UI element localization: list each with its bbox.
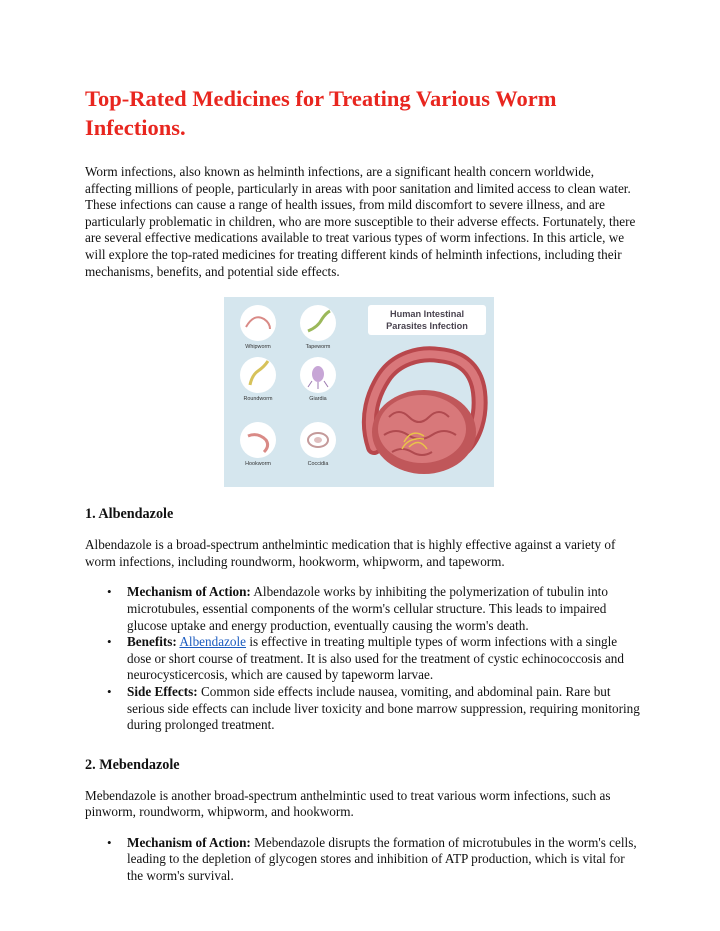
label-hookworm: Hookworm — [245, 461, 271, 468]
list-item — [127, 584, 640, 634]
intro-paragraph: Worm infections, also known as helminth infections, are a significant health concern worldwide, affecting millions of people, particularly in areas with poor sanitation and limited access to clean water. These infections can cause a range of health issues, from mild discomfort to severe illness, and are particularly problematic in children, who are more susceptible to their adverse effects. Fortunately, there are several effective medications available to treat various types of worm infections. In this article, we will explore the top-rated medicines for treating different kinds of helminth infections, including their mechanisms, benefits, and potential side effects. — [85, 164, 636, 279]
bullet-text: Mebendazole disrupts the formation of microtubules in the worm's cells, leading to the depletion of glycogen stores and inhibition of ATP production, which is vital for the worm's survival. — [127, 834, 637, 884]
label-roundworm: Roundworm — [243, 396, 273, 403]
list-item — [127, 684, 640, 734]
section-2-paragraph: Mebendazole is another broad-spectrum anthelmintic used to treat various worm infections, such as pinworm, roundworm, whipworm, and hookworm. — [85, 787, 611, 820]
roundworm-icon — [240, 357, 276, 393]
whipworm-icon — [240, 305, 276, 341]
hookworm-icon — [240, 422, 276, 458]
bullet-label: Mechanism of Action: — [127, 834, 251, 850]
article-title — [85, 84, 640, 142]
bullet-text: is effective in treating multiple types of worm infections with a single dose or short course of treatment. It is also used for the treatment of cystic echinococcosis and neurocysticercosis, which are caused by tapeworm larvae. — [127, 634, 624, 683]
section-1-heading: 1. Albendazole — [85, 506, 174, 523]
section-2-heading: 2. Mebendazole — [85, 756, 180, 773]
title-line-1: Top-Rated Medicines for Treating Various Worm — [85, 86, 557, 111]
title-line-2: Infections. — [85, 115, 186, 140]
list-item — [127, 835, 640, 885]
list-item — [127, 634, 640, 684]
section-2-list — [85, 835, 640, 885]
parasites-illustration — [224, 297, 494, 487]
tapeworm-icon — [300, 305, 336, 341]
bullet-text: Common side effects include nausea, vomiting, and abdominal pain. Rare but serious side effects can include liver toxicity and bone marrow suppression, requiring monitoring during prolonged treatment. — [127, 683, 640, 733]
label-tapeworm: Tapeworm — [305, 344, 331, 351]
bullet-label: Mechanism of Action: — [127, 584, 251, 600]
albendazole-link[interactable]: Albendazole — [179, 634, 247, 650]
bullet-label: Side Effects: — [127, 683, 198, 699]
section-1-paragraph: Albendazole is a broad-spectrum anthelmintic medication that is highly effective against a variety of worm infections, including roundworm, hookworm, whipworm, and tapeworm. — [85, 537, 616, 569]
giardia-icon — [300, 357, 336, 393]
bullet-label: Benefits: — [127, 634, 177, 650]
bullet-text: Albendazole works by inhibiting the polymerization of tubulin into microtubules, essential components of the worm's cellular structure. This leads to impaired glucose uptake and energy production, eventually causing the worm's death. — [127, 584, 608, 633]
section-1-list — [85, 584, 640, 733]
figure-title: Human Intestinal Parasites Infection — [368, 305, 486, 335]
document-page — [85, 84, 640, 885]
label-whipworm: Whipworm — [245, 344, 271, 351]
label-giardia: Giardia — [309, 396, 327, 403]
coccidia-icon — [300, 422, 336, 458]
label-coccidia: Coccidia — [307, 461, 329, 468]
